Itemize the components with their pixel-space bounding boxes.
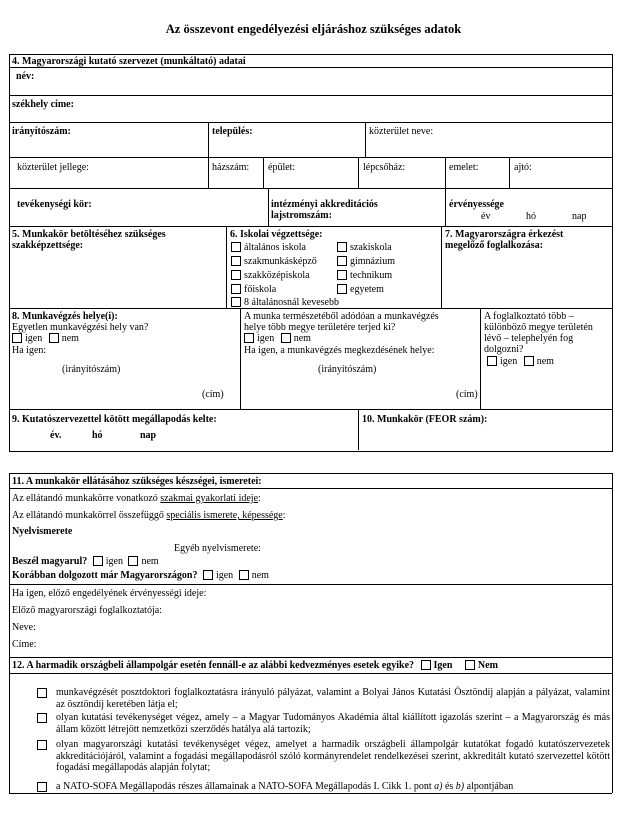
igen-checkbox[interactable] <box>244 333 254 343</box>
egyeb-nyelv-label: Egyéb nyelvismerete: <box>174 543 261 554</box>
section-11-header: 11. A munkakör ellátásához szükséges készségei, ismeretei: <box>12 476 262 487</box>
checkbox[interactable] <box>231 256 241 266</box>
dolgozott-label: Korábban dolgozott már Magyarországon? <box>12 570 198 581</box>
single-workplace-question: Egyetlen munkavégzési hely van? <box>12 322 149 333</box>
section-4-header: 4. Magyarországi kutató szervezet (munkáltató) adatai <box>12 56 246 67</box>
nem-label: nem <box>293 333 311 344</box>
ha-igen-label: Ha igen: <box>12 345 47 356</box>
beszel-magyarul-row <box>12 556 159 567</box>
nem-label: nem <box>251 570 269 581</box>
checkbox[interactable] <box>337 270 347 280</box>
section-10-header: 10. Munkakör (FEOR szám): <box>362 414 488 425</box>
nyelvismerete-label: Nyelvismerete <box>12 526 73 537</box>
igen-label: igen <box>500 356 518 367</box>
igen-label: igen <box>25 333 43 344</box>
checkbox[interactable] <box>337 284 347 294</box>
nem-checkbox[interactable] <box>465 660 475 670</box>
dolgozott-row <box>12 570 269 581</box>
cim-hint: (cím) <box>456 389 478 400</box>
hazszam-label: házszám: <box>212 162 250 173</box>
multi-site-question-4: dolgozni? <box>484 344 524 355</box>
elozo-foglalkoztato-label: Előző magyarországi foglalkoztatója: <box>12 605 162 616</box>
checkbox[interactable] <box>337 242 347 252</box>
igen-checkbox[interactable] <box>203 570 213 580</box>
school-option-egyetem[interactable]: egyetem <box>337 284 384 295</box>
iranyitoszam-hint: (irányítószám) <box>62 364 121 375</box>
nem-label: nem <box>536 356 554 367</box>
checkbox[interactable] <box>231 284 241 294</box>
igen-checkbox[interactable] <box>487 356 497 366</box>
nem-checkbox[interactable] <box>49 333 59 343</box>
section-5-header-2: szakképzettsége: <box>12 240 84 251</box>
ajto-label: ajtó: <box>514 162 532 173</box>
igen-label: igen <box>257 333 275 344</box>
school-option-altalanos[interactable]: általános iskola <box>231 242 306 253</box>
section-5-header-1: 5. Munkakör betöltéséhez szükséges <box>12 229 166 240</box>
igen-label: Igen <box>433 660 453 671</box>
section-8-header: 8. Munkavégzés helye(i): <box>12 311 118 322</box>
korabbi-engedely-label: Ha igen, előző engedélyének érvényességi ideje: <box>12 588 207 599</box>
multi-site-question-2: különböző megye területén <box>484 322 593 333</box>
beszel-label: Beszél magyarul? <box>12 556 88 567</box>
igen-checkbox[interactable] <box>93 556 103 566</box>
nem-checkbox[interactable] <box>524 356 534 366</box>
nap-label: nap <box>572 211 587 222</box>
nap-label: nap <box>140 430 157 441</box>
nem-label: Nem <box>477 660 498 671</box>
single-workplace-options <box>12 333 79 344</box>
neve-label: Neve: <box>12 622 36 633</box>
kozterulet-jellege-label: közterület jellege: <box>17 162 89 173</box>
section-6-header: 6. Iskolai végzettsége: <box>230 229 323 240</box>
akkreditacio-label-1: intézményi akkreditációs <box>271 199 378 210</box>
benefit-checkbox-4[interactable] <box>37 782 47 792</box>
main-table <box>9 54 613 452</box>
nem-label: nem <box>141 556 159 567</box>
iranyitoszam-hint: (irányítószám) <box>318 364 377 375</box>
specialis-ismeret-label: Az ellátandó munkakörrel összefüggő speciális ismerete, képessége: <box>12 510 286 521</box>
checkbox[interactable] <box>231 297 241 307</box>
benefit-item-1: munkavégzését posztdoktori foglalkoztatásra irányuló pályázat, valamint a Bolyai János Kutatási Ösztöndíj alapján a pályázat, valamint az ösztöndíj keretében látja el; <box>56 687 610 710</box>
checkbox[interactable] <box>231 242 241 252</box>
epulet-label: épület: <box>268 162 296 173</box>
checkbox[interactable] <box>337 256 347 266</box>
multi-site-options <box>487 356 554 367</box>
kozterulet-neve-label: közterület neve: <box>369 126 434 137</box>
nev-label: név: <box>16 71 35 82</box>
tevekenysegi-kor-label: tevékenységi kör: <box>17 199 92 210</box>
ho-label: hó <box>92 430 103 441</box>
igen-label: igen <box>105 556 123 567</box>
benefit-item-3: olyan magyarországi kutatási tevékenységet végez, amelyet a harmadik országbeli állampolgár kutatókat fogadó kutatószervezetek akkreditációjáról, valamint a fogadási megállapodásról szóló kormányrendelet rendelkezései szerint, akkreditált kutató szervezettel kötött fogadási megállapodás alapján folytat; <box>56 739 610 773</box>
school-option-technikum[interactable]: technikum <box>337 270 392 281</box>
cime-label: Címe: <box>12 639 37 650</box>
school-option-szakkozepiskola[interactable]: szakközépiskola <box>231 270 310 281</box>
lepcsohaz-label: lépcsőház: <box>363 162 406 173</box>
benefit-item-2: olyan kutatási tevékenységet végez, amely – a Magyar Tudományos Akadémia által kiállított igazolás szerint – a Magyarország és más állam között létrejött nemzetközi szerződés hatálya alá tartozik; <box>56 712 610 735</box>
school-option-szakiskola[interactable]: szakiskola <box>337 242 392 253</box>
start-location-label: Ha igen, a munkavégzés megkezdésének helye: <box>244 345 435 356</box>
multi-site-question-3: lévő – telephelyén fog <box>484 333 574 344</box>
school-option-gimnazium[interactable]: gimnázium <box>337 256 395 267</box>
section-7-header-1: 7. Magyarországra érkezést <box>445 229 564 240</box>
multi-county-options <box>244 333 311 344</box>
ev-label: év <box>481 211 491 222</box>
benefit-checkbox-3[interactable] <box>37 740 47 750</box>
school-option-szakmunkaskepzo[interactable]: szakmunkásképző <box>231 256 317 267</box>
section-9-header: 9. Kutatószervezettel kötött megállapodás kelte: <box>12 414 217 425</box>
ev-label: év. <box>50 430 62 441</box>
page-title: Az összevont engedélyezési eljáráshoz szükséges adatok <box>165 22 462 36</box>
cim-hint: (cím) <box>202 389 224 400</box>
multi-county-question-2: helye több megye területére terjed ki? <box>244 322 396 333</box>
igen-label: igen <box>215 570 234 581</box>
benefit-checkbox-2[interactable] <box>37 713 47 723</box>
akkreditacio-label-2: lajstromszám: <box>271 210 332 221</box>
section-12-header <box>12 660 498 671</box>
school-option-kevesebb[interactable]: 8 általánosnál kevesebb <box>231 297 339 308</box>
nem-checkbox[interactable] <box>239 570 249 580</box>
benefit-item-4: a NATO-SOFA Megállapodás részes államainak a NATO-SOFA Megállapodás I. Cikk 1. pont a) és b) alpontjában <box>56 781 514 792</box>
multi-site-question-1: A foglalkoztató több – <box>484 311 574 322</box>
ho-label: hó <box>526 211 536 222</box>
nem-label: nem <box>61 333 79 344</box>
telepules-label: település: <box>212 126 253 137</box>
nem-checkbox[interactable] <box>128 556 138 566</box>
iranyitoszam-label: irányítószám: <box>12 126 71 137</box>
szekhely-label: székhely címe: <box>12 99 74 110</box>
nem-checkbox[interactable] <box>281 333 291 343</box>
school-option-foiskola[interactable]: főiskola <box>231 284 276 295</box>
igen-checkbox[interactable] <box>421 660 431 670</box>
benefit-checkbox-1[interactable] <box>37 688 47 698</box>
igen-checkbox[interactable] <box>12 333 22 343</box>
emelet-label: emelet: <box>449 162 479 173</box>
checkbox[interactable] <box>231 270 241 280</box>
szakmai-gyakorlat-label: Az ellátandó munkakörre vonatkozó szakmai gyakorlati ideje: <box>12 493 261 504</box>
multi-county-question-1: A munka természetéből adódóan a munkavégzés <box>244 311 439 322</box>
section-12-question: 12. A harmadik országbeli állampolgár esetén fennáll-e az alábbi kedvezményes esetek egyike? <box>12 660 415 671</box>
ervenyessege-label: érvényessége <box>449 199 504 210</box>
section-7-header-2: megelőző foglalkozása: <box>445 240 544 251</box>
